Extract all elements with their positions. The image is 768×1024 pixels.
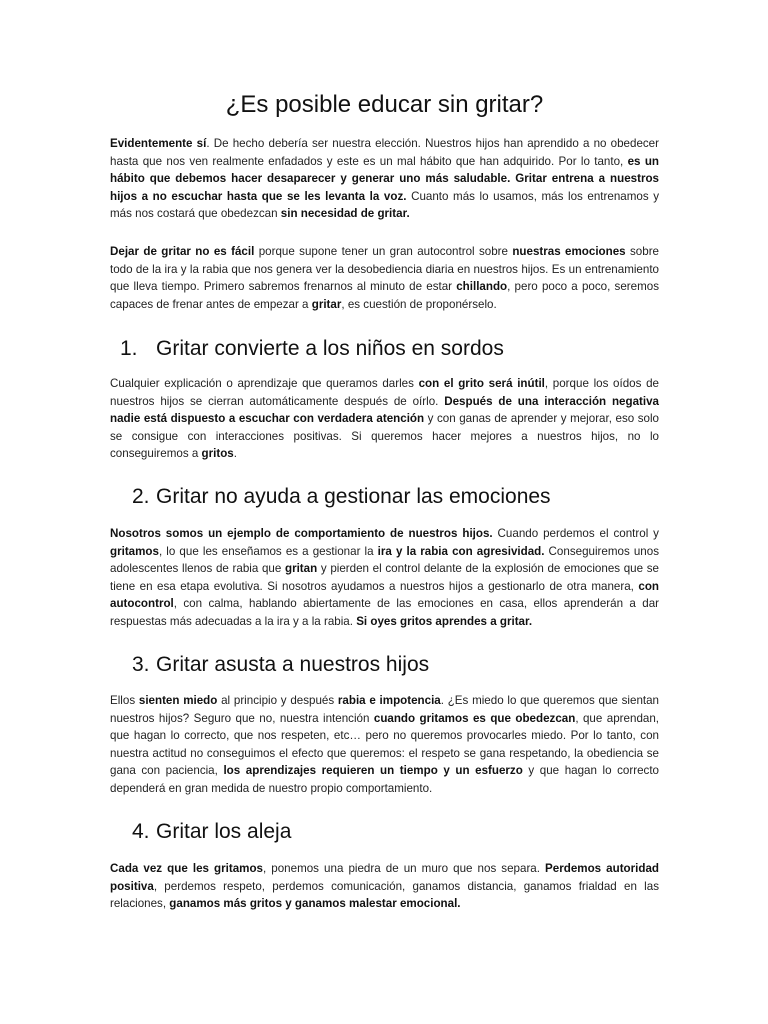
bold-text-run: con autocontrol (110, 579, 659, 611)
text-run: al principio y después (217, 694, 338, 707)
bold-text-run: ira y la rabia con agresividad. (377, 544, 545, 558)
bold-text-run: gritan (284, 562, 318, 576)
text-run: y pierden el control delante de la explosión de emociones que se tiene en esa etapa evolutiva. Si nosotros ayudamos a nuestros hijos a gestionarlo de otra manera, (110, 562, 659, 593)
section-heading-1 (120, 334, 504, 364)
document-title: ¿Es posible educar sin gritar? (225, 91, 544, 118)
section-number: 4. (132, 820, 150, 843)
text-run: porque supone tener un gran autocontrol sobre (254, 245, 513, 258)
text-run: , que aprendan, que hagan lo correcto, que nos respeten, etc… pero no queremos provocarles miedo. Por lo tanto, con nuestra actitud no conseguimos el efecto que queremos: el respeto se gana respetando, la obediencia se gana con paciencia, (110, 711, 660, 778)
text-run: , porque los oídos de nuestros hijos se cierran automáticamente después de oírlo. (110, 377, 659, 408)
bold-text-run: Cada vez que les gritamos (110, 862, 263, 875)
text-run: y con ganas de aprender y mejorar, eso solo se consigue con interacciones positivas. Si queremos hacer mejores a nuestros hijos, no lo conseguiremos a (110, 412, 659, 461)
text-run: Ellos (110, 694, 139, 707)
bold-text-run: cuando gritamos es que obedezcan (373, 711, 576, 725)
text-run: , es cuestión de proponérselo. (341, 297, 497, 311)
text-run: Conseguiremos unos adolescentes llenos de rabia que (110, 544, 659, 576)
bold-text-run: Después de una interacción negativa nadie está dispuesto a escuchar con verdadera atención (110, 394, 659, 426)
bold-text-run: gritos (201, 447, 234, 461)
text-run: Cualquier explicación o aprendizaje que queramos darles (110, 377, 419, 390)
section-number: 1. (120, 337, 138, 360)
text-run: , pero poco a poco, seremos capaces de frenar antes de empezar a (110, 280, 659, 311)
text-run: , perdemos respeto, perdemos comunicación, ganamos distancia, ganamos frialdad en las relaciones, (110, 879, 659, 911)
section-paragraph-3 (110, 692, 659, 798)
section-title: Gritar los aleja (156, 820, 292, 843)
bold-text-run: gritar (311, 297, 342, 311)
section-title: Gritar convierte a los niños en sordos (156, 337, 504, 360)
section-paragraph-1 (110, 375, 659, 463)
intro-paragraph-1 (110, 135, 659, 223)
section-title: Gritar asusta a nuestros hijos (156, 653, 430, 676)
section-heading-3 (132, 650, 429, 680)
bold-text-run: nuestras emociones (512, 245, 626, 258)
text-run: sobre todo de la ira y la rabia que nos genera ver la desobediencia diaria en nuestros hijos. Es un entrenamiento que lleva tiempo. Primero sabremos frenarnos al minuto de estar (110, 245, 660, 294)
section-number: 2. (132, 485, 150, 508)
section-title: Gritar no ayuda a gestionar las emociones (156, 485, 551, 508)
bold-text-run: gritamos (110, 544, 159, 558)
bold-text-run: Si oyes gritos aprendes a gritar. (356, 614, 533, 628)
text-run: , ponemos una piedra de un muro que nos separa. (263, 862, 546, 875)
text-run: , lo que les enseñamos es a gestionar la (158, 544, 378, 558)
bold-text-run: ganamos más gritos y ganamos malestar emocional. (169, 897, 461, 911)
bold-text-run: sienten miedo (138, 694, 218, 707)
bold-text-run: Perdemos autoridad positiva (110, 862, 659, 893)
intro-paragraph-2 (110, 243, 659, 313)
text-run: Cuando perdemos el control y (492, 527, 659, 540)
text-run: y que hagan lo correcto dependerá en gran medida de nuestro propio comportamiento. (110, 764, 660, 795)
text-run: Cuanto más lo usamos, más los entrenamos y más nos costará que obedezcan (110, 189, 659, 221)
bold-text-run: con el grito será inútil (418, 377, 545, 390)
section-paragraph-4 (110, 860, 659, 913)
text-run: . De hecho debería ser nuestra elección. Nuestros hijos han aprendido a no obedecer hasta que nos ven realmente enfadados y este es un mal hábito que han adquirido. Por lo tanto, (110, 137, 659, 168)
bold-text-run: rabia e impotencia (337, 694, 441, 707)
text-run: , con calma, hablando abiertamente de las emociones en casa, ellos aprenderán a dar respuestas más adecuadas a la ira y a la rabia. (110, 597, 659, 628)
text-run: . ¿Es miedo lo que queremos que sientan nuestros hijos? Seguro que no, nuestra intención (110, 694, 660, 725)
section-number: 3. (132, 653, 150, 676)
bold-text-run: sin necesidad de gritar. (280, 207, 410, 221)
text-run: . (233, 447, 237, 461)
section-heading-2 (132, 482, 551, 512)
section-heading-4 (132, 817, 291, 847)
section-paragraph-2 (110, 525, 659, 631)
bold-text-run: Dejar de gritar no es fácil (110, 245, 255, 258)
bold-text-run: chillando (456, 280, 508, 294)
bold-text-run: Evidentemente sí (110, 137, 207, 150)
bold-text-run: Nosotros somos un ejemplo de comportamiento de nuestros hijos. (110, 527, 493, 540)
bold-text-run: es un hábito que debemos hacer desaparecer y generar uno más saludable. Gritar entrena a nuestros hijos a no escuchar hasta que se les levanta la voz. (110, 154, 659, 203)
bold-text-run: los aprendizajes requieren un tiempo y un esfuerzo (223, 764, 523, 778)
